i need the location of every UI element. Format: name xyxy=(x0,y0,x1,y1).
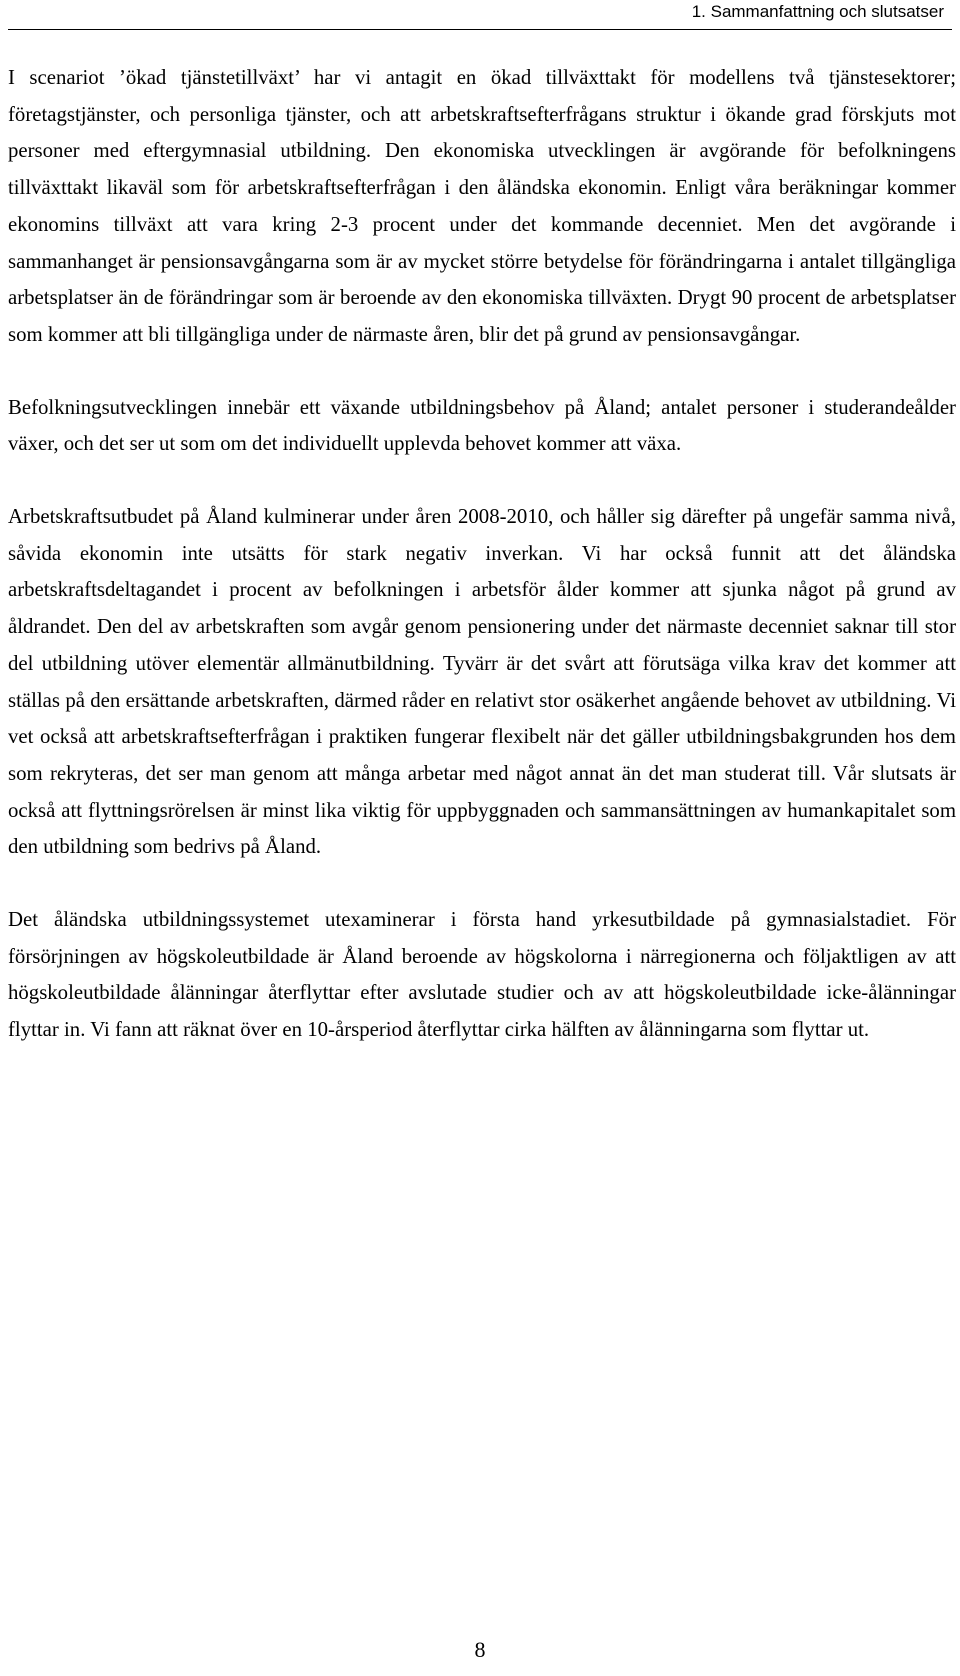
body-text xyxy=(8,60,956,1085)
paragraph-scenario: I scenariot ’ökad tjänstetillväxt’ har vi antagit en ökad tillväxttakt för modellens två tjänstesektorer; företagstjänster, och personliga tjänster, och att arbetskraftsefterfrågans struktur i ökande grad förskjuts mot personer med eftergymnasial utbildning. Den ekonomiska utvecklingen är avgörande för befolkningens tillväxttakt likaväl som för arbetskraftsefterfrågan i den åländska ekonomin. Enligt våra beräkningar kommer ekonomins tillväxt att vara kring 2-3 procent under det kommande decenniet. Men det avgörande i sammanhanget är pensionsavgångarna som är av mycket större betydelse för förändringarna i antalet tillgängliga arbetsplatser än de förändringar som är beroende av den ekonomiska tillväxten. Drygt 90 procent de arbetsplatser som kommer att bli tillgängliga under de närmaste åren, blir det på grund av pensionsavgångar. xyxy=(8,66,956,346)
running-header xyxy=(8,0,952,30)
paragraph-labour-supply: Arbetskraftsutbudet på Åland kulminerar under åren 2008-2010, och håller sig därefter på ungefär samma nivå, såvida ekonomin inte utsätts för stark negativ inverkan. Vi har också funnit att det åländska arbetskraftsdeltagandet i procent av befolkningen i arbetsför ålder kommer att sjunka något på grund av åldrandet. Den del av arbetskraften som avgår genom pensionering under det närmaste decenniet saknar till stor del utbildning utöver elementär allmänutbildning. Tyvärr är det svårt att förutsäga vilka krav det kommer att ställas på den ersättande arbetskraften, därmed råder en relativt stor osäkerhet angående behovet av utbildning. Vi vet också att arbetskraftsefterfrågan i praktiken fungerar flexibelt när det gäller utbildningsbakgrunden hos dem som rekryteras, det ser man genom att många arbetar med något annat än det man studerat till. Vår slutsats är också att flyttningsrörelsen är minst lika viktig för uppbyggnaden och sammansättningen av humankapitalet som den utbildning som bedrivs på Åland. xyxy=(8,505,956,859)
paragraph-population: Befolkningsutvecklingen innebär ett växande utbildningsbehov på Åland; antalet personer i studerandeålder växer, och det ser ut som om det individuellt upplevda behovet kommer att växa. xyxy=(8,395,956,456)
page-number: 8 xyxy=(474,1637,486,1662)
paragraph-education-system: Det åländska utbildningssystemet utexaminerar i första hand yrkesutbildade på gymnasialstadiet. För försörjningen av högskoleutbildade är Åland beroende av högskolorna i närregionerna och följaktligen av att högskoleutbildade ålänningar återflyttar efter avslutade studier och av att högskoleutbildade icke-ålänningar flyttar in. Vi fann att räknat över en 10-årsperiod återflyttar cirka hälften av ålänningarna som flyttar ut. xyxy=(8,908,956,1042)
running-title: 1. Sammanfattning och slutsatser xyxy=(691,2,944,21)
